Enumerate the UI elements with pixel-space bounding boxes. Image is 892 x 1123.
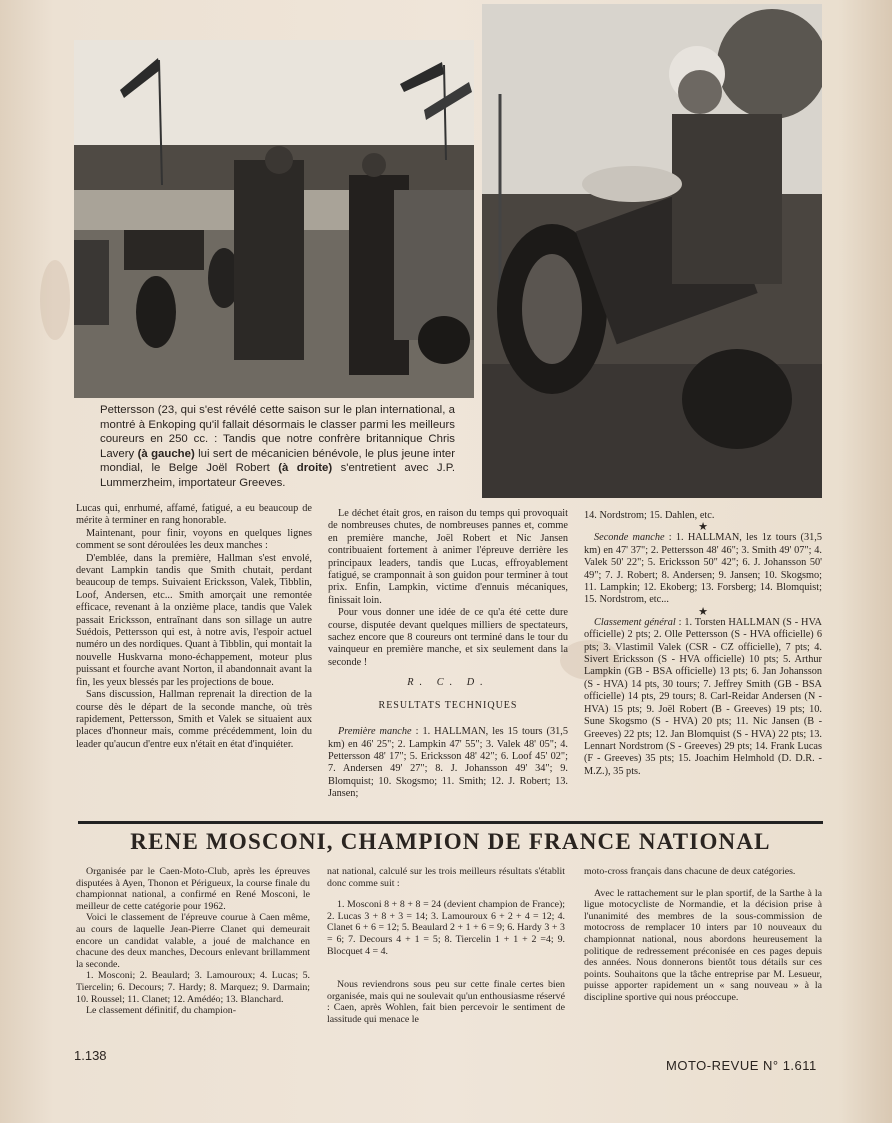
author-signature: R. C. D.	[407, 677, 489, 689]
bottom-column-2	[327, 866, 565, 1026]
bottom-column-3	[584, 866, 822, 1004]
paragraph: Lucas qui, enrhumé, affamé, fatigué, a eu beaucoup de mérite à terminer en rang honorable.	[76, 503, 312, 527]
paragraph: 1. Mosconi; 2. Beaulard; 3. Lamouroux; 4. Lucas; 5. Tiercelin; 6. Decours; 7. Hardy; 8. Marquez; 9. Darmain; 10. Roussel; 11. Clanet; 12. Amédéo; 13. Blanchard.	[76, 970, 310, 1005]
paragraph: 14. Nordstrom; 15. Dahlen, etc.	[584, 510, 715, 521]
photo-rider-jump	[482, 4, 822, 498]
bottom-column-1	[76, 866, 310, 1017]
first-heat-label: Première manche	[338, 726, 412, 738]
photo-right-image	[482, 4, 822, 498]
paragraph: Organisée par le Caen-Moto-Club, après les épreuves disputées à Ayen, Thonon et Périgueux, la course finale du championnat national, a confirmé en René Mosconi, le meilleur de cette catégorie pour 1962.	[76, 866, 310, 912]
paragraph: Pour vous donner une idée de ce qu'a été cette dure course, disputée devant quelques milliers de spectateurs, sachez encore que 8 coureurs ont terminé dans le tour du vainqueur en première manche, et six seulement dans la seconde !	[328, 607, 568, 668]
paragraph: nat national, calculé sur les trois meilleurs résultats s'établit donc comme suit :	[327, 866, 565, 889]
star-ornament: ★	[698, 521, 708, 534]
paragraph: Maintenant, pour finir, voyons en quelques lignes comment se sont déroulées les deux manches :	[76, 527, 312, 552]
photo-pettersson-paddock	[74, 40, 474, 398]
page-number: 1.138	[74, 1048, 107, 1063]
overall-standings-label: Classement général	[594, 616, 676, 628]
magazine-issue: MOTO-REVUE N° 1.611	[666, 1058, 817, 1073]
caption-text: lui sert de mécanicien bénévole, le plus jeune inter mondial, le Belge Joël Robert	[100, 447, 456, 475]
paragraph: Avec le rattachement sur le plan sportif, de la Sarthe à la ligue motocycliste de Normandie, et la décision prise à l'unanimité des membres de la sous-commission de motocross de remplacer 10 inters par 10 nouveaux du championnat national, nous abordons heureusement la politique de redressement préconisée en ces pages depuis des années. Nous donnerons bientôt tous détails sur ces points. Souhaitons que la tâche entreprise par M. Lesueur, puisse apporter rapidement un « sang nouveau » à la discipline sportive qui nous préoccupe.	[584, 887, 822, 1003]
article-column-3	[584, 510, 822, 778]
overall-standings: : 1. Torsten HALLMAN (S - HVA officielle) 2 pts; 2. Olle Pettersson (S - HVA officielle) 6 pts; 3. Vlastimil Valek (CSR - CZ officielle), 7 pts; 4. Sivert Ericksson (S - HVA officielle) 10 pts; 5. Arthur Lampkin (GB - BSA officielle) 13 pts; 6. Jan Johansson (S - HVA) 14 pts, 30 tours; 7. Jeffrey Smith (GB - BSA officielle) 14 pts, 29 tours; 8. Carl-Reidar Andersen (N - HVA) 15 pts; 9. Joël Robert (B - Greeves) 19 pts; 10. Sune Skogsmo (S - HVA) 20 pts; 11. Nic Jansen (B - Greeves) 22 pts; 12. Jan Blomquist (S - HVA) 22 pts; 13. Lennart Nordstrom (S - Greeves) 29 pts; 14. Frank Lucas (F - Greeves) 35 pts; 15. Joachim Helmhold (D. D.R. - M.Z.), 35 pts.	[584, 616, 822, 777]
results-heading: RESULTATS TECHNIQUES	[378, 699, 518, 711]
paragraph: Nous reviendrons sous peu sur cette finale certes bien organisée, mais qui ne soulevait qu'un enthousiasme réservé : Caen, après Wohlen, fait bien percevoir le sentiment de lassitude qui menace le	[327, 979, 565, 1025]
paragraph: Le déchet était gros, en raison du temps qui provoquait de nombreuses chutes, de nombreuses pannes et, comme en première manche, Joël Robert et Nic Jansen contribuaient fortement à animer l'épreuve derrière les principaux leaders, tandis que Lucas, effroyablement fatigué, se cramponnait à son guidon pour terminer à tout prix. Enfin, Lampkin, victime d'ennuis mécaniques, finissait loin.	[328, 508, 568, 606]
article-column-2	[328, 508, 568, 801]
star-ornament: ★	[698, 605, 708, 618]
article-column-1	[76, 503, 312, 751]
paragraph: Le classement définitif, du champion-	[86, 1005, 236, 1017]
paragraph: D'emblée, dans la première, Hallman s'est envolé, devant Lampkin tandis que Smith chutait, perdant beaucoup de temps. Suivaient Ericksson, Valek, Tibblin, Loof, Andersen, etc... Smith amorçait une remontée efficace, revenant à la onzième place, tandis que Valek passait Ericksson, entraînant dans son sillage un autre Suédois, Pettersson qui est, à notre avis, l'espoir actuel numéro un des nordiques. Quant à Tibblin, qui montait la nouvelle Huskvarna mono-échappement, moteur plus puissant et fourche avant Norton, il abandonnait avant la fin, les yeux blessés par les projections de boue.	[76, 552, 312, 688]
second-heat-label: Seconde manche	[594, 532, 665, 544]
photo-caption	[100, 403, 455, 491]
paragraph: 1. Mosconi 8 + 8 + 8 = 24 (devient champion de France); 2. Lucas 3 + 8 + 3 = 14; 3. Lamouroux 6 + 2 + 4 = 12; 4. Clanet 6 + 6 = 12; 5. Beaulard 2 + 1 + 6 = 9; 6. Hardy 3 + 3 = 6; 7. Decours 4 + 1 = 5; 8. Tiercelin 1 + 1 + 2 =4; 9. Blocquet 4 = 4.	[327, 899, 565, 957]
paragraph: moto-cross français dans chacune de deux catégories.	[584, 866, 796, 877]
paper-stain	[40, 260, 70, 340]
article-headline: RENE MOSCONI, CHAMPION DE FRANCE NATIONAL	[130, 829, 771, 854]
paragraph: Voici le classement de l'épreuve courue à Caen même, au cours de laquelle Jean-Pierre Clanet qui demeurait encore un candidat valable, a joué de malchance en chacune des deux manches, Decours enlevant brillamment la seconde.	[76, 912, 310, 970]
caption-text: Pettersson (23, qui s'est révélé cette saison sur le plan international, a montré à Enkoping qu'il fallait désormais le classer parmi les meilleurs coureurs en 250 cc. : Tandis que notre confrère britannique Chris Lavery	[100, 404, 455, 460]
caption-right-marker: (à droite)	[278, 462, 333, 475]
photo-left-image	[74, 40, 474, 398]
paragraph: Sans discussion, Hallman reprenait la direction de la course dès le départ de la seconde manche, où très rapidement, Pettersson, Smith et Valek se situaient aux places d'honneur mais, comme précédemment, loin du leader qu'aucun d'entre eux n'était en état d'inquiéter.	[76, 689, 312, 750]
second-heat-results: : 1. HALLMAN, les 1z tours (31,5 km) en 47' 37"; 2. Pettersson 48' 46"; 3. Smith 49' 07"; 4. Valek 50' 22"; 5. Ericksson 50" 42"; 6. J. Johansson 50' 49"; 7. J. Robert; 8. Andersen; 9. Jansen; 10. Skogsmo; 11. Lampkin; 12. Ekoberg; 13. Forsberg; 14. Blomquist; 15. Nordstrom, etc...	[584, 532, 822, 606]
section-divider	[78, 821, 823, 824]
caption-left-marker: (à gauche)	[137, 447, 195, 460]
first-heat-results: : 1. HALLMAN, les 15 tours (31,5 km) en 46' 25"; 2. Lampkin 47' 55"; 3. Valek 48' 05"; 4. Pettersson 48' 17"; 5. Ericksson 48' 42"; 6. Loof 45' 02"; 7. Andersen 49' 27"; 8. J. Johansson 49' 34"; 9. Blomquist; 10. Skogsmo; 11. Smith; 12. J. Robert; 13. Jansen;	[328, 726, 568, 800]
caption-text: s'entretient avec J.P. Lummerzheim, importateur Greeves.	[100, 462, 455, 489]
